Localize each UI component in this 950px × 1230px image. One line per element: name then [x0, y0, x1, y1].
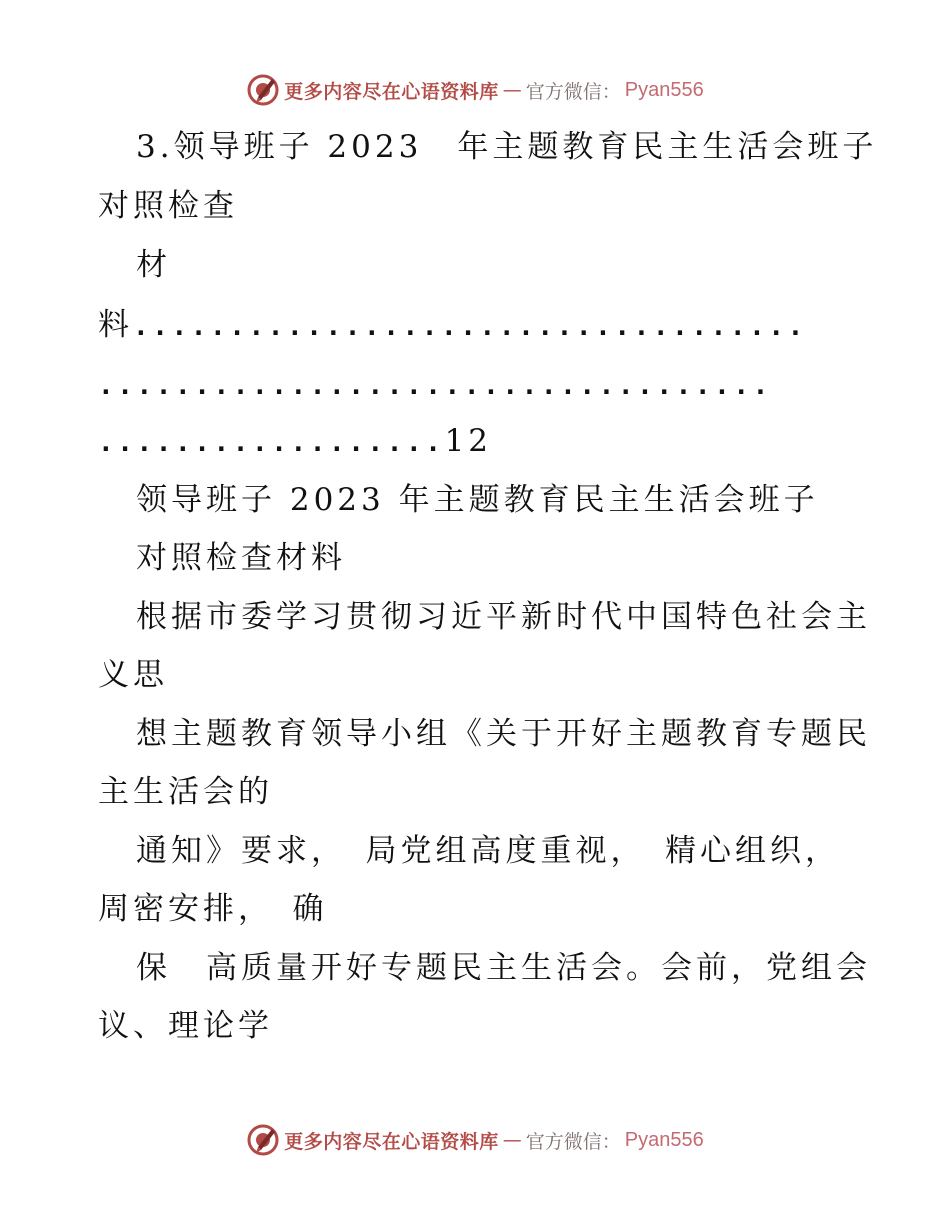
banner-middle: 官方微信： — [525, 80, 621, 103]
banner-account: Pyan556 — [624, 1128, 704, 1151]
paragraph-1-line-2: 义思 — [98, 657, 168, 693]
header-watermark-banner — [0, 70, 950, 110]
paragraph-2-line-1: 想主题教育领导小组《关于开好主题教育专题民 — [136, 716, 871, 752]
banner-prefix: 更多内容尽在心语资料库 — [284, 80, 499, 103]
toc-entry-line-1: 3.领导班子 2023 年主题教育民主生活会班子 — [136, 129, 878, 165]
pen-logo-icon — [246, 1123, 280, 1157]
banner-prefix: 更多内容尽在心语资料库 — [284, 1130, 499, 1153]
pen-logo-icon — [246, 73, 280, 107]
paragraph-3-line-2: 周密安排， 确 — [98, 891, 328, 927]
toc-leader-dots-3: .................. — [98, 428, 445, 458]
toc-entry-line-2: 对照检查 — [98, 188, 238, 224]
paragraph-4-line-1: 保 高质量开好专题民主生活会。会前，党组会 — [136, 950, 871, 986]
document-title-line-1: 领导班子 2023 年主题教育民主生活会班子 — [136, 482, 819, 518]
footer-watermark-banner — [0, 1120, 950, 1160]
toc-leader-dots-1: ................................... — [133, 312, 807, 342]
banner-account: Pyan556 — [624, 78, 704, 101]
toc-entry-char: 料 — [98, 307, 133, 343]
banner-dash: — — [502, 1129, 522, 1151]
toc-entry-line-4 — [98, 305, 807, 347]
toc-leader-dots-2: ................................... — [98, 371, 772, 401]
paragraph-3-line-1: 通知》要求， 局党组高度重视， 精心组织， — [136, 833, 840, 869]
paragraph-2-line-2: 主生活会的 — [98, 774, 273, 810]
paragraph-1-line-1: 根据市委学习贯彻习近平新时代中国特色社会主 — [136, 599, 871, 635]
document-title-line-2: 对照检查材料 — [136, 540, 346, 576]
toc-leader-line-2 — [98, 364, 772, 406]
toc-entry-line-3: 材 — [136, 247, 171, 283]
banner-middle: 官方微信： — [525, 1130, 621, 1153]
toc-page-number: 12 — [444, 423, 493, 459]
banner-dash: — — [502, 79, 522, 101]
paragraph-4-line-2: 议、理论学 — [98, 1008, 273, 1044]
toc-leader-line-3 — [98, 421, 492, 463]
